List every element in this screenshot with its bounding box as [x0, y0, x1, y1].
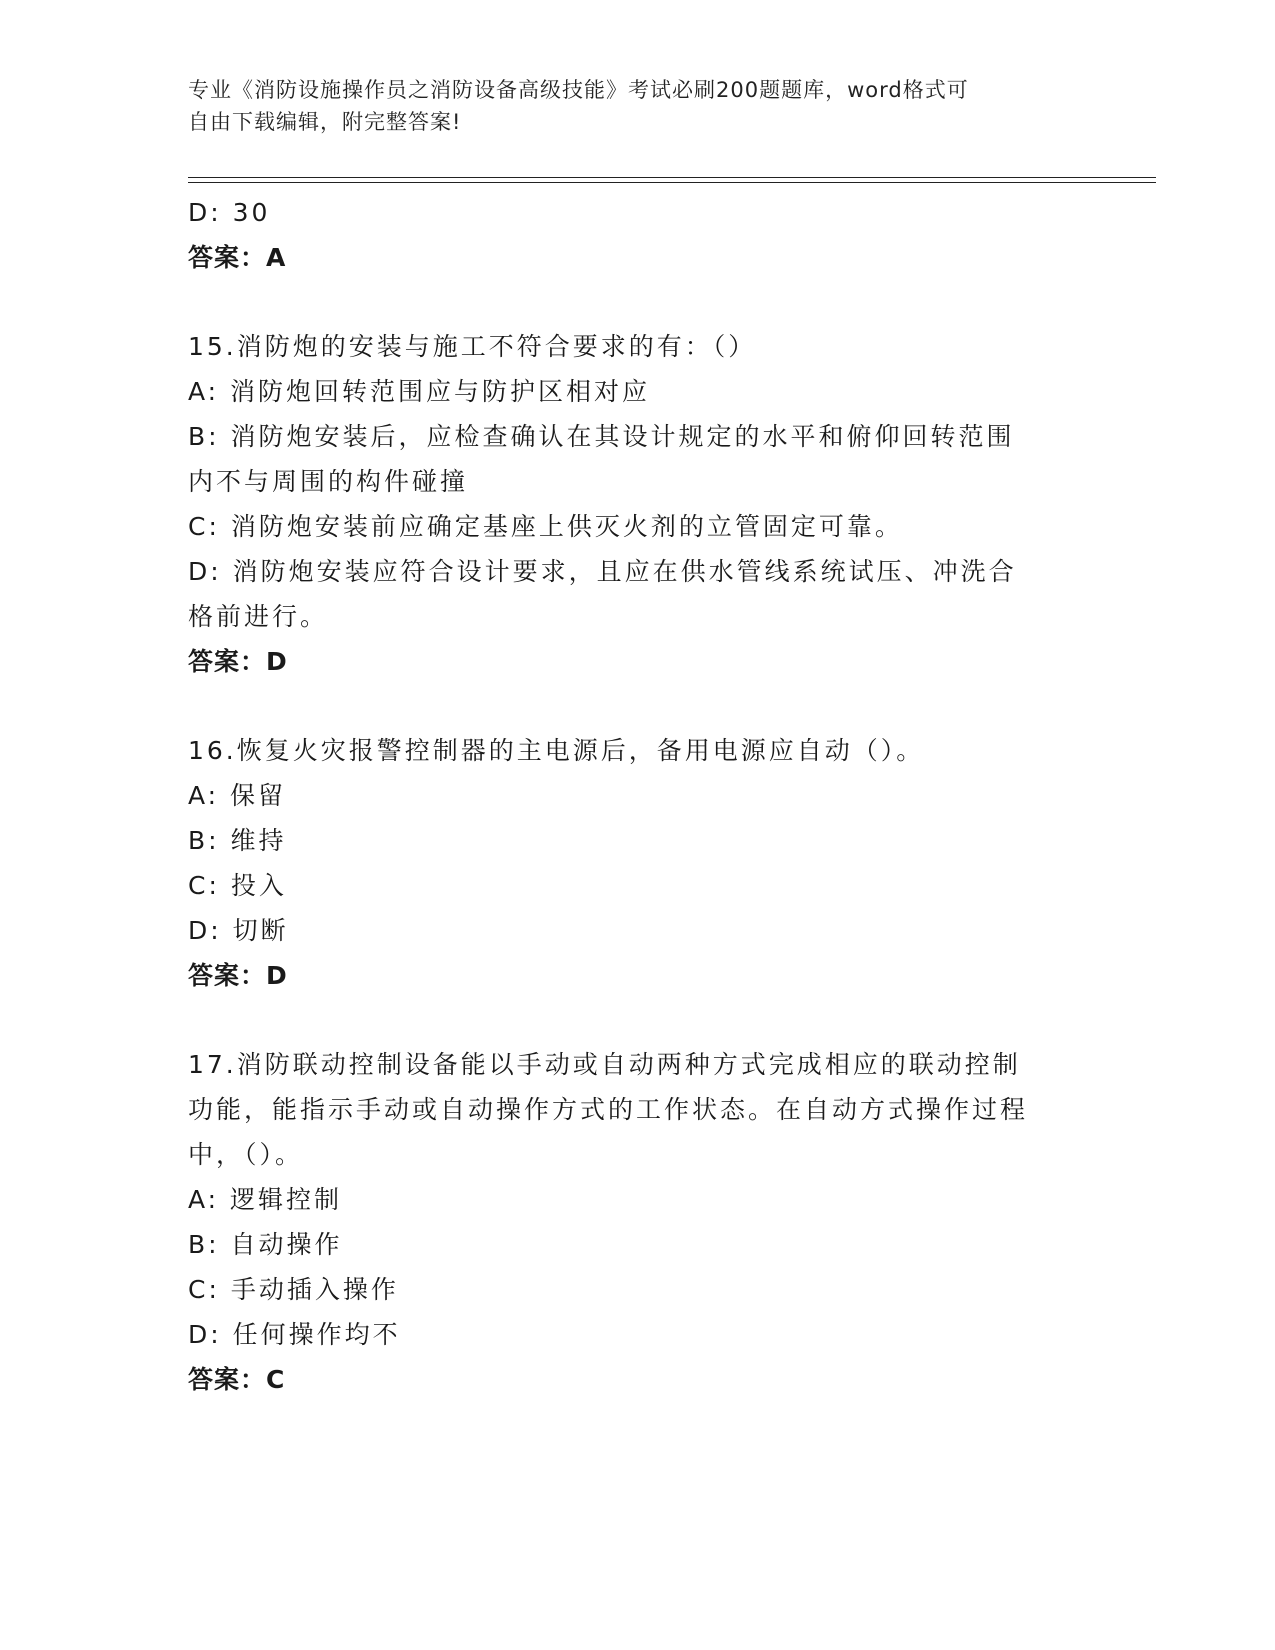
- option-d: D: 消防炮安装应符合设计要求，且应在供水管线系统试压、冲洗合格前进行。: [188, 557, 1017, 631]
- answer-label: 答案：: [188, 647, 267, 676]
- option-c: C: 手动插入操作: [188, 1275, 399, 1304]
- answer-value: A: [266, 243, 287, 272]
- option-c: C: 投入: [188, 871, 287, 900]
- option-a: A: 逻辑控制: [188, 1185, 343, 1214]
- question-text: 17.消防联动控制设备能以手动或自动两种方式完成相应的联动控制功能，能指示手动或自动操作方式的工作状态。在自动方式操作过程中，（）。: [188, 1050, 1029, 1169]
- document-header: [188, 74, 1078, 138]
- option-d: D: 切断: [188, 916, 289, 945]
- option-b: B: 自动操作: [188, 1230, 343, 1259]
- answer: [188, 1357, 1088, 1402]
- option-d: D: 任何操作均不: [188, 1320, 401, 1349]
- question-text: 15.消防炮的安装与施工不符合要求的有：（）: [188, 332, 757, 361]
- answer-label: 答案：: [188, 961, 267, 990]
- question-16: [188, 728, 1088, 998]
- header-divider: [188, 177, 1156, 183]
- prev-option-d: D: 30: [188, 198, 271, 227]
- option-b: B: 维持: [188, 826, 287, 855]
- option-a: A: 消防炮回转范围应与防护区相对应: [188, 377, 651, 406]
- answer: [188, 953, 1088, 998]
- question-17: [188, 1042, 1088, 1402]
- answer-value: C: [266, 1365, 286, 1394]
- answer-label: 答案：: [188, 243, 267, 272]
- question-15: [188, 324, 1088, 684]
- option-a: A: 保留: [188, 781, 287, 810]
- header-title-line-1: 专业《消防设施操作员之消防设备高级技能》考试必刷200题题库，word格式可: [188, 78, 969, 102]
- option-b: B: 消防炮安装后，应检查确认在其设计规定的水平和俯仰回转范围内不与周围的构件碰撞: [188, 422, 1015, 496]
- answer-value: D: [266, 647, 288, 676]
- answer-label: 答案：: [188, 1365, 267, 1394]
- header-title-line-2: 自由下载编辑，附完整答案!: [188, 110, 462, 134]
- option-c: C: 消防炮安装前应确定基座上供灭火剂的立管固定可靠。: [188, 512, 903, 541]
- question-text: 16.恢复火灾报警控制器的主电源后，备用电源应自动（）。: [188, 736, 925, 765]
- answer-value: D: [266, 961, 288, 990]
- answer: [188, 639, 1088, 684]
- question-content: [188, 190, 1088, 1402]
- prev-answer: [188, 235, 1088, 280]
